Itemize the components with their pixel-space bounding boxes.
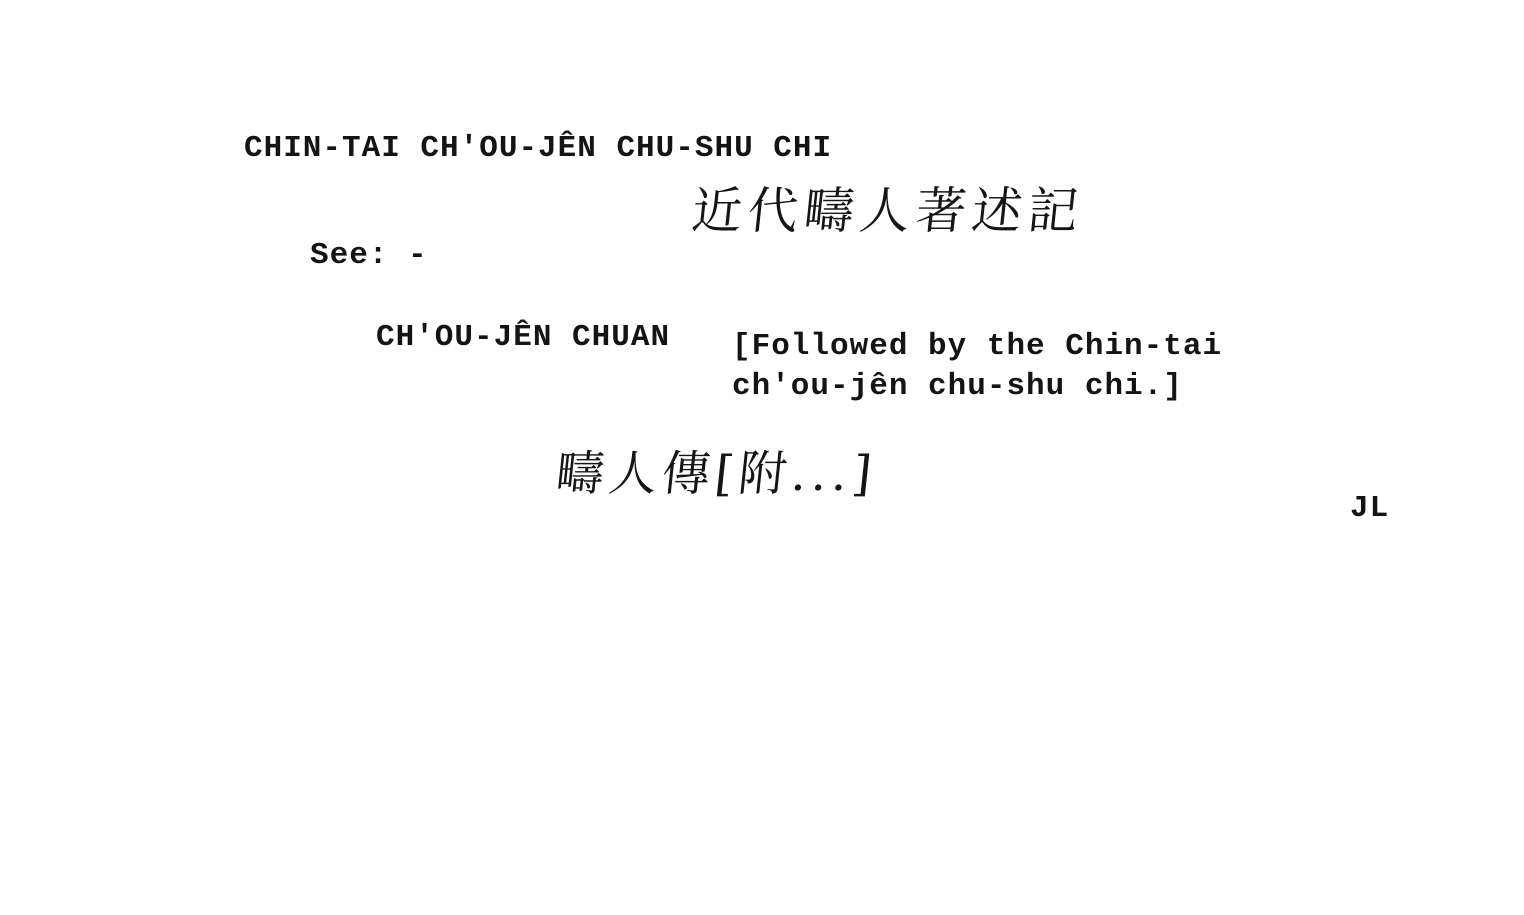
card-title-chinese-handwritten: 近代疇人著述記 (688, 182, 1088, 240)
cataloger-initials: JL (1350, 491, 1390, 526)
see-label: See: - (310, 238, 428, 273)
reference-title: CH'OU-JÊN CHUAN (376, 320, 671, 355)
reference-note-line-1: [Followed by the Chin-tai (732, 329, 1223, 364)
reference-chinese-handwritten: 疇人傳[附...] (553, 446, 880, 502)
reference-note-line-2: ch'ou-jên chu-shu chi.] (732, 369, 1183, 404)
card-title: CHIN-TAI CH'OU-JÊN CHU-SHU CHI (244, 131, 833, 166)
